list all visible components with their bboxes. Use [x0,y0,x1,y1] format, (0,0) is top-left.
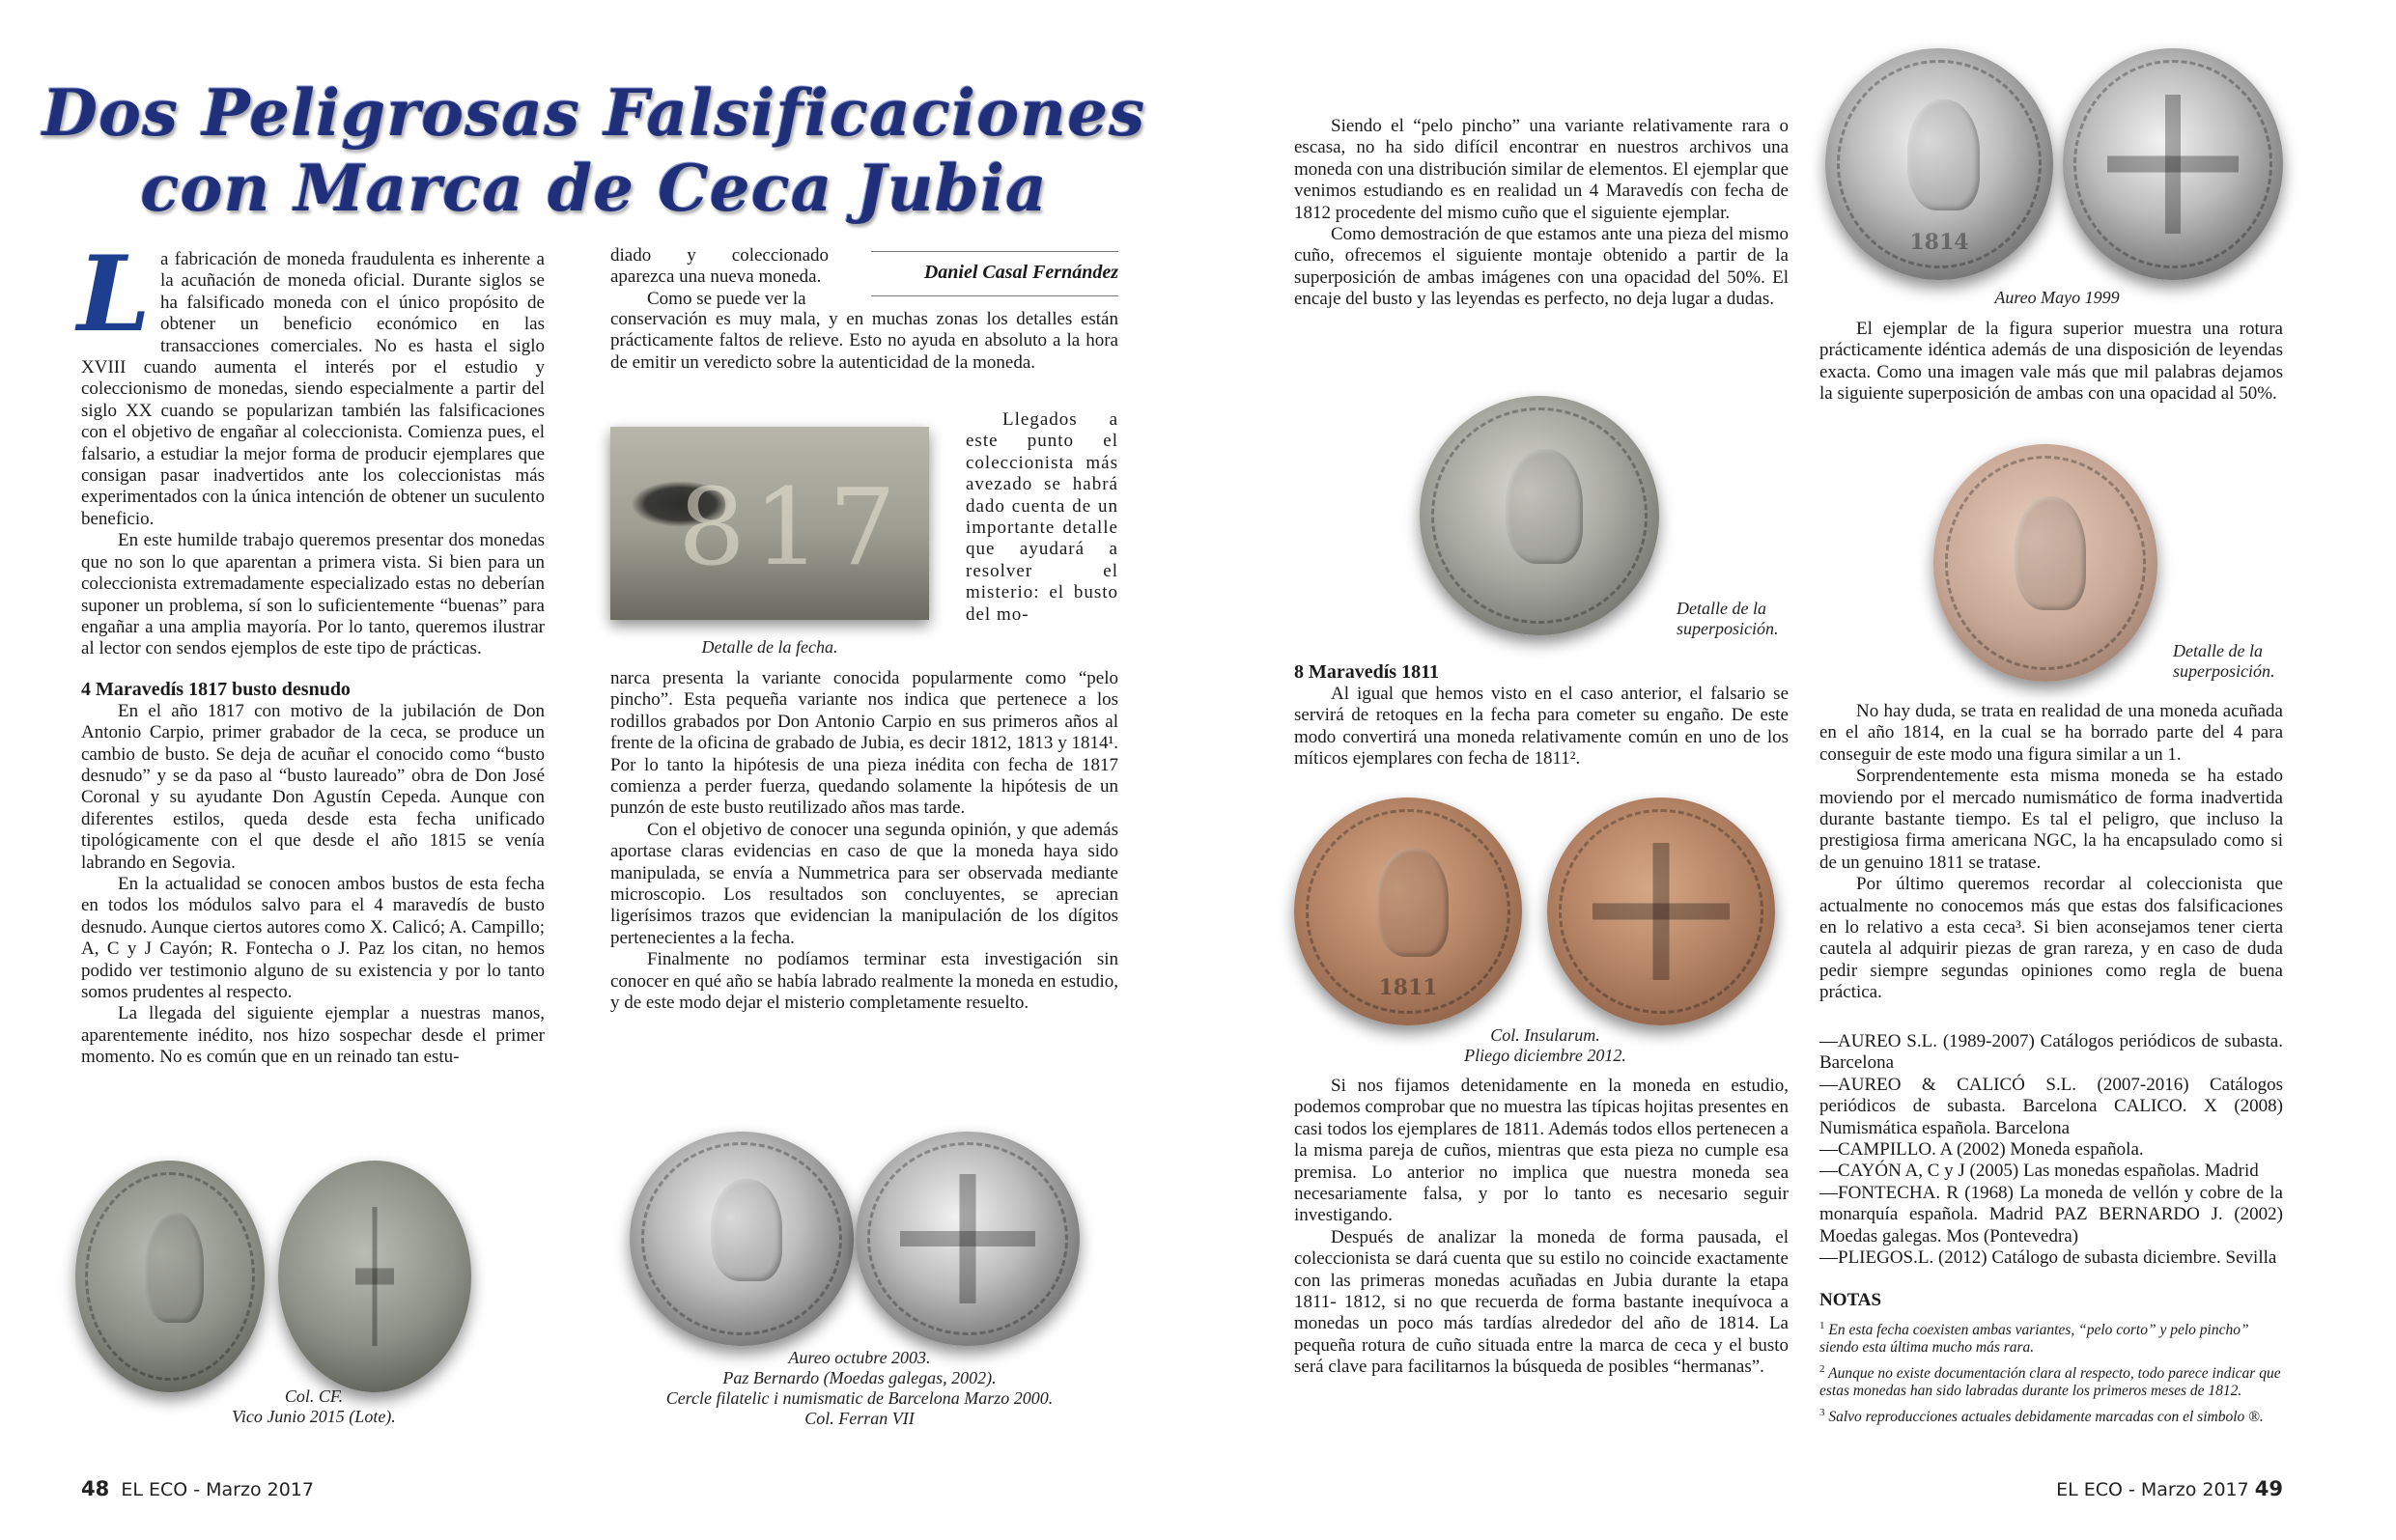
paragraph: Después de analizar la moneda de forma pausada, el coleccionista se dará cuenta que su estilo no coincide exactamente con las primeras monedas acuñadas en Jubia durante la etapa 1811- 1812, si no que recuerda de forma bastante inequívoca a monedas un poco más tardías alrededor del año de 1814. La pequeña rotura de cuño situada entre la marca de ceca y el busto será clave para facilitarnos la búsqueda de posibles “hermanas”. [1294,1226,1789,1378]
paragraph: Finalmente no podíamos terminar esta investigación sin conocer en qué año se había labrado realmente la moneda en estudio, y de este modo dejar el misterio completamente resuelto. [610,949,1118,1014]
figure-caption-1811: Col. Insularum. Pliego diciembre 2012. [1464,1025,1626,1065]
section-heading-8-maravedis: 8 Maravedís 1811 [1294,661,1439,683]
page-footer-right [2056,1477,2283,1500]
coin-1811-obverse-image [1294,798,1522,1025]
column-4 [1819,319,2283,406]
paragraph: La llegada del siguiente ejemplar a nuestras manos, aparentemente inédito, nos hizo sospechar desde el primer momento. No es común que en un reinado tan estu- [81,1003,545,1068]
figure-caption-aureo-1999: Aureo Mayo 1999 [1994,288,2120,307]
paragraph: Siendo el “pelo pincho” una variante relativamente rara o escasa, no ha sido difícil encontrar en nuestros archivos una moneda con una distribución similar de elementos. El ejemplar que venimos estudiando es en realidad un 4 Maravedís con fecha de 1812 procedente del mismo cuño que el siguiente ejemplar. [1294,116,1789,223]
footnote-1: $^1$ En esta fecha coexisten ambas variantes, “pelo corto” y pelo pincho” siendo esta última mucho más rara. [1819,1320,2249,1357]
footnote-2: $^2$ Aunque no existe documentación clara al respecto, todo parece indicar que estas monedas han sido labradas durante los primeros meses de 1812. [1819,1363,2281,1400]
coin-cross [900,1174,1034,1302]
reference-item: —AUREO S.L. (1989-2007) Catálogos periódicos de subasta. Barcelona [1819,1031,2283,1074]
intro-paragraph: La fabricación de moneda fraudulenta es inherente a la acuñación de moneda oficial. Durante siglos se ha falsificado moneda con el único propósito de obtener un beneficio económico en las transacciones comerciales. No es hasta el siglo XVIII cuando aumenta el interés por el estudio y coleccionismo de monedas, siendo especialmente a partir del siglo XX cuando se popularizan también las falsificaciones con el objetivo de engañar al coleccionista. Comienza pues, el falsario, a estudiar la mejor forma de producir ejemplares que consigan pasar inadvertidos ante los coleccionistas más experimentados con la única intención de obtener un suculento beneficio. [77,234,545,529]
overlay-caption: Detalle de la superposición. [1677,599,1779,638]
coin-bust [711,1179,782,1282]
footnote-3: $^3$ Salvo reproducciones actuales debidamente marcadas con el simbolo ®. [1819,1407,2264,1426]
column-2-top-left [610,245,829,310]
figure-caption-aureo-2003: Aureo octubre 2003. Paz Bernardo (Moedas galegas, 2002). Cercle filatelic i numismatic de Barcelona Marzo 2000. Col. Ferran VII [665,1348,1054,1428]
figure-caption-1817: Col. CF. Vico Junio 2015 (Lote). [232,1386,396,1426]
publication-name: EL ECO - Marzo 2017 [2056,1479,2249,1500]
date-detail-caption: Detalle de la fecha. [701,637,838,657]
reference-item: —PLIEGOS.L. (2012) Catálogo de subasta diciembre. Sevilla [1819,1247,2277,1269]
dropcap-letter: L [77,234,151,355]
footnotes [1819,1317,2283,1430]
coin-date: 1814 [1909,230,1969,255]
coin-ornament [355,1207,394,1346]
coin-1817-reverse-image [278,1161,471,1392]
paragraph: Si nos fijamos detenidamente en la moneda en estudio, podemos comprobar que no muestra las típicas hojitas presentes en casi todos los ejemplares de 1811. Además todos ellos pertenecen a la misma pareja de cuños, mientras que esta pieza no cumple esa premisa. Lo anterior no implica que nuestra moneda sea necesariamente falsa, y por lo tanto es necesario seguir investigando. [1294,1076,1789,1226]
coin-1817-obverse-image [75,1161,265,1392]
notes-heading: NOTAS [1819,1290,1882,1310]
page-49 [1198,0,2396,1540]
publication-name: EL ECO - Marzo 2017 [121,1479,314,1500]
article-title [39,75,1149,226]
coin-cross [1593,843,1730,980]
paragraph: narca presenta la variante conocida popularmente como “pelo pincho”. Esta pequeña variante nos indica que pertenece a los rodillos grabados por Don Antonio Carpio en sus primeros años al frente de la oficina de grabado de Jubia, es decir 1812, 1813 y 1814¹. Por lo tanto la hipótesis de una pieza inédita con fecha de 1817 comienza a perder fuerza, quedando solamente la hipótesis de un punzón de este busto reutilizado años mas tarde. [610,668,1118,819]
column-3 [1294,116,1789,311]
page-number: 49 [2254,1477,2283,1500]
coin-1811-reverse-image [1547,798,1775,1025]
date-digits: 817 [678,465,904,589]
coin-1814-reverse-image [2063,48,2283,280]
paragraph: Llegados a este punto el coleccionista más avezado se habrá dado cuenta de un importante detalle que ayudará a resolver el misterio: el busto del mo- [966,409,1118,625]
paragraph: En este humilde trabajo queremos presentar dos monedas que no son lo que aparentan a primera vista. Si bien para un coleccionista extremadamente especializado estas no deberían suponer un problema, sí son lo suficientemente “buenas” para engañar a una amplia mayoría. Por lo tanto, queremos ilustrar al lector con sendos ejemplos de este tipo de prácticas. [81,530,545,659]
paragraph: Con el objetivo de conocer una segunda opinión, y que además aportase claras evidencias en caso de que la moneda haya sido manipulada, se envía a Nummetrica para ser observada mediante microscopio. Los resultados son concluyentes, se aprecian ligerísimos trazos que evidencian la manipulación de los dígitos pertenecientes a la fecha. [610,819,1118,948]
coin-cross [2107,95,2240,234]
column-3-continued [1294,1076,1789,1379]
paragraph: Como demostración de que estamos ante una pieza del mismo cuño, ofrecemos el siguiente montaje obtenido a partir de la superposición de ambas imágenes con una opacidad del 50%. El encaje del busto y las leyendas es perfecto, no deja lugar a dudas. [1294,224,1789,310]
title-line-1: Dos Peligrosas Falsificaciones [42,75,1146,151]
date-detail-photo [610,427,929,620]
coin-bw-obverse-image [630,1132,854,1346]
column-2-side-text [966,409,1118,626]
coin-bust [144,1212,205,1323]
paragraph: En la actualidad se conocen ambos bustos de esta fecha en todos los módulos salvo para el 4 maravedís de busto desnudo. Aunque ciertos autores como X. Calicó; A. Campillo; A, C y J Cayón; R. Fontecha o J. Paz los citan, no hemos podido ver testimonio alguno de su existencia y por lo tanto somos prudentes al respecto. [81,873,545,1002]
overlay-coin-1814-image [1933,444,2157,682]
paragraph: Sorprendentemente esta misma moneda se ha estado moviendo por el mercado numismático de forma inadvertida durante bastante tiempo. Es tal el peligro, que incluso la prestigiosa firma americana NGC, la ha encapsulado como si de un genuino 1811 se tratase. [1819,766,2283,873]
paragraph: conservación es muy mala, y en muchas zonas los detalles están prácticamente faltos de relieve. Esto no ayuda en absoluto a la hora de emitir un veredicto sobre la autenticidad de la moneda. [610,309,1118,373]
reference-item: —CAYÓN A, C y J (2005) Las monedas españolas. Madrid [1819,1161,2259,1182]
reference-item: —AUREO & CALICÓ S.L. (2007-2016) Catálogos periódicos de subasta. Barcelona CALICO. X (2008) Numismática española. Barcelona [1819,1074,2283,1138]
coin-bw-reverse-image [856,1132,1080,1346]
paragraph: diado y coleccionado aparezca una nueva moneda. [610,245,829,288]
coin-bust [2015,496,2086,610]
column-3-section-2 [1294,660,1789,770]
column-4-continued [1819,701,2283,1004]
section-heading-4-maravedis: 4 Maravedís 1817 busto desnudo [81,678,351,700]
column-2 [610,309,1118,374]
coin-bust [1506,449,1582,564]
references-list [1819,1031,2283,1269]
overlay-caption-1814: Detalle de la superposición. [2173,641,2275,681]
coin-date: 1811 [1378,975,1438,1000]
paragraph: Por último queremos recordar al coleccionista que actualmente no conocemos más que estas dos falsificaciones en lo relativo a esta ceca³. Si bien aconsejamos tener cierta cautela al adquirir piezas de gran rareza, y en caso de duda pedir siempre segundas opiniones como regla de buena práctica. [1819,874,2283,1003]
page-number: 48 [81,1477,110,1500]
reference-item: —FONTECHA. R (1968) La moneda de vellón y cobre de la monarquía española. Madrid PAZ BERNARDO J. (2002) Moedas galegas. Mos (Pontevedra) [1819,1182,2283,1246]
overlay-coin-image [1420,396,1659,635]
paragraph: En el año 1817 con motivo de la jubilación de Don Antonio Carpio, primer grabador de la ceca, se produce un cambio de busto. Se deja de acuñar el conocido como “busto desnudo” y se da paso al “busto laureado” obra de Don José Coronal y su ayudante Don Agustín Cepeda. Aunque con diferentes estilos, queda desde esta fecha unificado tipológicamente con el que desde el año 1815 se venía labrando en Segovia. [81,700,545,873]
page-footer-left [81,1477,314,1500]
reference-item: —CAMPILLO. A (2002) Moneda española. [1819,1139,2144,1161]
paragraph: Al igual que hemos visto en el caso anterior, el falsario se servirá de retoques en la fecha para cometer su engaño. De este modo convertirá una moneda relativamente común en uno de los míticos ejemplares con fecha de 1811². [1294,684,1789,770]
column-1 [77,234,545,1069]
paragraph: El ejemplar de la figura superior muestra una rotura prácticamente idéntica además de una disposición de leyendas exacta. Como una imagen vale más que mil palabras dejamos la siguiente superposición de ambas con una opacidad al 50%. [1819,319,2283,405]
author-byline: Daniel Casal Fernández [871,251,1118,296]
column-2-continued [610,668,1118,1015]
paragraph-start: Como se puede ver la [647,288,806,309]
title-line-2: con Marca de Ceca Jubia [140,151,1048,226]
paragraph: No hay duda, se trata en realidad de una moneda acuñada en el año 1814, en la cual se ha borrado parte del 4 para conseguir de este modo una figura similar a un 1. [1819,701,2283,765]
coin-1814-obverse-image [1825,48,2053,280]
